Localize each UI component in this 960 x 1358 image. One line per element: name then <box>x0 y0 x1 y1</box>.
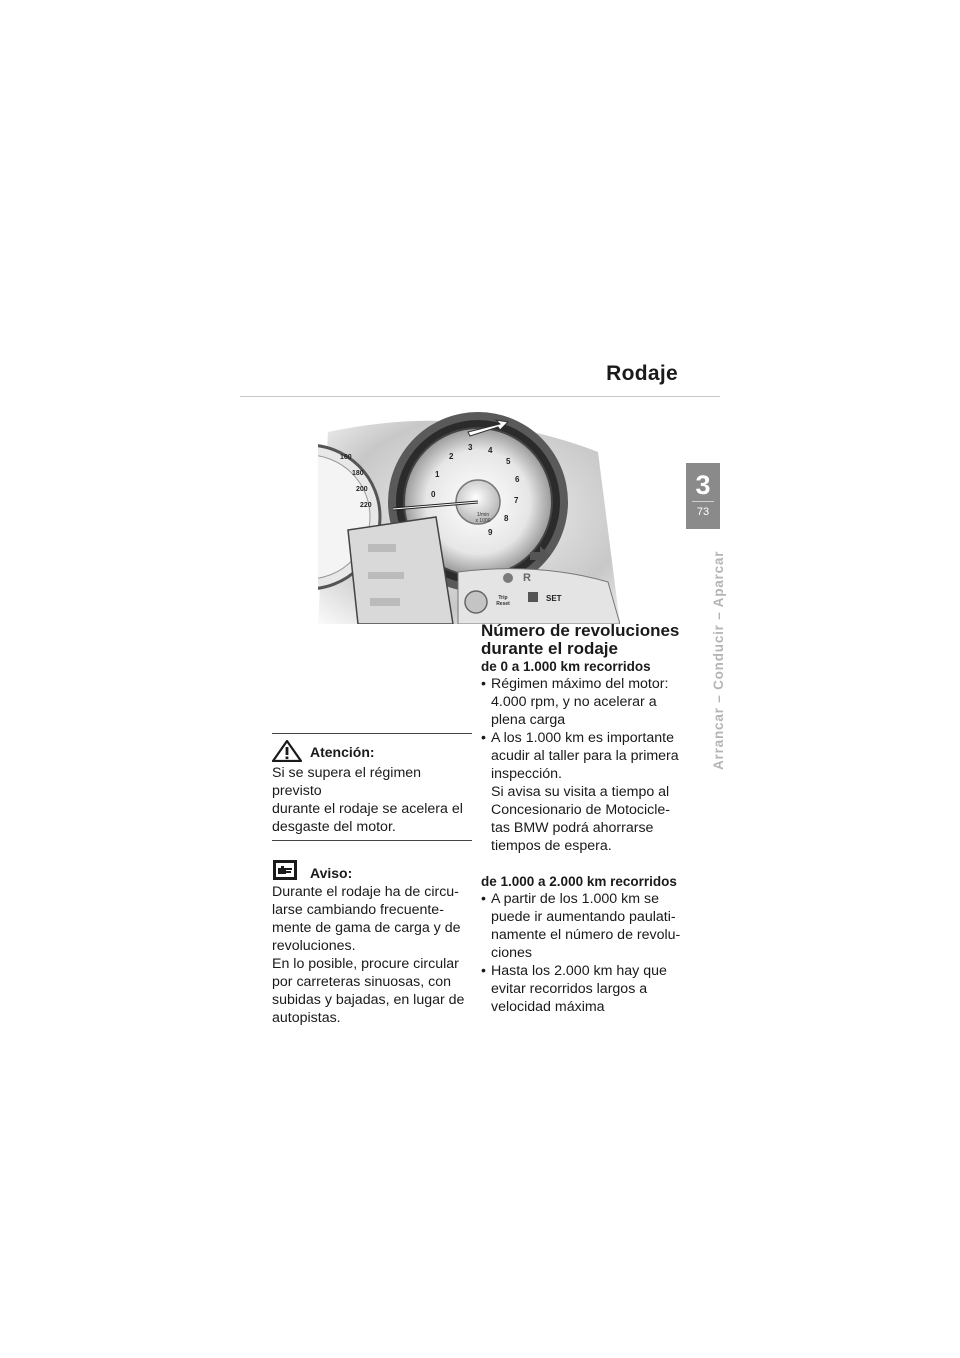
left-column <box>272 733 472 1027</box>
note-hand-icon <box>272 859 298 881</box>
section1-list <box>481 675 693 855</box>
tach-label: 4 <box>488 446 493 455</box>
page-number: 73 <box>692 501 714 522</box>
speedo-label: 180 <box>352 470 364 477</box>
speedo-label: 160 <box>340 454 352 461</box>
tach-label: 7 <box>514 496 519 505</box>
list-item: • Hasta los 2.000 km hay que evitar recorridos largos a velocidad máxima <box>481 962 693 1016</box>
warning-bottom-rule <box>272 840 472 841</box>
chapter-side-label: Arrancar – Conducir – Aparcar <box>711 550 726 770</box>
note-header <box>272 859 472 881</box>
section2-list <box>481 890 693 1016</box>
speedo-label: 200 <box>356 486 368 493</box>
trip-reset-button: Trip Reset <box>496 595 510 607</box>
tach-label: 3 <box>468 443 473 452</box>
speedo-label: 220 <box>360 502 372 509</box>
main-heading: Número de revoluciones durante el rodaje <box>481 621 680 658</box>
list-item: • A partir de los 1.000 km se puede ir aumentando paulati- namente el número de revolu- ciones <box>481 890 693 962</box>
note-text: Durante el rodaje ha de circu- larse cambiando frecuente- mente de gama de carga y de revoluciones. En lo posible, procure circular por carreteras sinuosas, con subidas y bajadas, en lugar de autopistas. <box>272 884 465 1026</box>
tach-label: 9 <box>488 528 493 537</box>
chapter-tab <box>686 463 720 529</box>
set-button: SET <box>546 594 562 603</box>
warning-label: Atención: <box>310 744 375 760</box>
warning-text: Si se supera el régimen previsto durante el rodaje se acelera el desgaste del motor. <box>272 765 463 835</box>
note-label: Aviso: <box>310 865 353 881</box>
right-column <box>481 622 693 1016</box>
warning-top-rule <box>272 733 472 734</box>
tach-label: 6 <box>515 475 520 484</box>
list-item: • Régimen máximo del motor: 4.000 rpm, y no acelerar a plena carga <box>481 675 693 729</box>
tach-label: 8 <box>504 514 509 523</box>
tach-label: 0 <box>431 490 436 499</box>
tach-label: 5 <box>506 457 511 466</box>
indicator-letter-r: R <box>523 572 531 584</box>
list-item: • A los 1.000 km es importante acudir al taller para la primera inspección. Si avisa su visita a tiempo al Concesionario de Motocicle- tas BMW podrá ahorrarse tiempos de espera. <box>481 729 693 855</box>
warning-header <box>272 740 472 762</box>
chapter-number: 3 <box>695 470 711 500</box>
page-title: Rodaje <box>606 362 678 385</box>
warning-triangle-icon <box>272 740 302 762</box>
tach-unit-label: 1/min x 1000 <box>475 512 491 524</box>
instrument-cluster-illustration <box>318 412 620 624</box>
section1-title: de 0 a 1.000 km recorridos <box>481 659 651 674</box>
tach-label: 2 <box>449 452 454 461</box>
tach-label: 1 <box>435 470 440 479</box>
section2-title: de 1.000 a 2.000 km recorridos <box>481 874 677 889</box>
title-divider <box>240 396 720 397</box>
